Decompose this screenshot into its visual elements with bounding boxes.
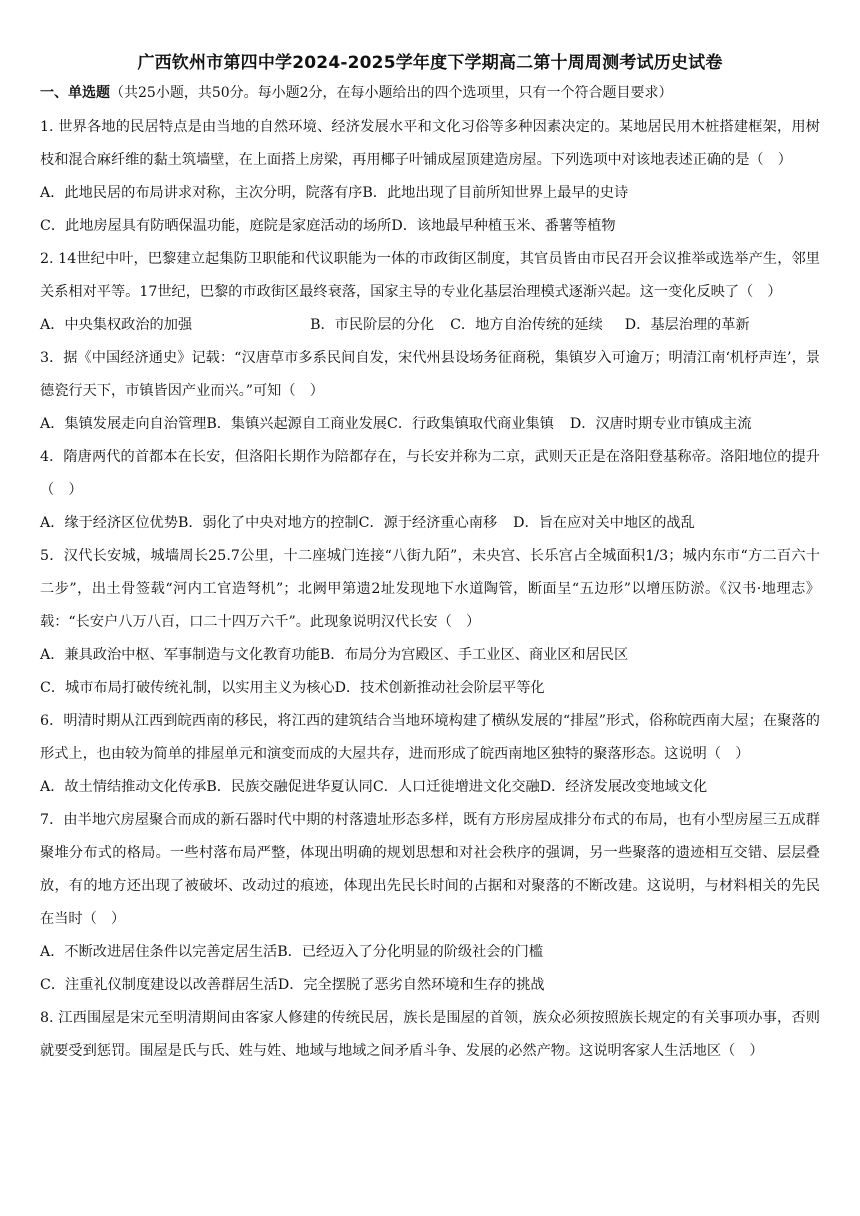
option-row [40, 672, 820, 705]
question-stem: 4．隋唐两代的首都本在长安，但洛阳长期作为陪都存在，与长安并称为二京，武则天正是在洛阳登基称帝。洛阳地位的提升（ ） [40, 449, 820, 498]
option-d: D．汉唐时期专业市镇成主流 [569, 416, 752, 432]
option-c: C．人口迁徙增进文化交融 [372, 779, 540, 795]
question-6 [40, 705, 820, 804]
option-a: A．不断改进居住条件以完善定居生活 [40, 944, 278, 960]
section-label: 一、单选题 [40, 85, 110, 101]
question-3 [40, 342, 820, 441]
question-stem: 7．由半地穴房屋聚合而成的新石器时代中期的村落遗址形态多样，既有方形房屋成排分布式的布局，也有小型房屋三五成群聚堆分布式的格局。一些村落布局严整，体现出明确的规划思想和对社会秩序的强调，另一些聚落的遗迹相互交错、层层叠放，有的地方还出现了被破坏、改动过的痕迹，体现出先民长时间的占据和对聚落的不断改建。这说明，与材料相关的先民在当时（ ） [40, 812, 820, 927]
option-d: D．技术创新推动社会阶层平等化 [334, 680, 545, 696]
option-b: B．民族交融促进华夏认同 [206, 779, 373, 795]
option-a: A．此地民居的布局讲求对称，主次分明，院落有序 [40, 185, 363, 201]
option-row [40, 408, 820, 441]
option-b: B．布局分为宫殿区、手工业区、商业区和居民区 [319, 647, 629, 663]
option-c: C．地方自治传统的延续 [450, 317, 603, 333]
option-row [40, 771, 820, 804]
question-8 [40, 1002, 820, 1068]
option-b: B．市民阶层的分化 [310, 317, 435, 333]
question-stem: 5．汉代长安城，城墙周长25.7公里，十二座城门连接“八街九陌”，未央宫、长乐宫占全城面积1/3；城内东市“方二百六十二步”，出土骨签载“河内工官造弩机”；北阙甲第遗2址发现地下水道陶管，断面呈“五边形”以增压防淤。《汉书·地理志》载：“长安户八万八百，口二十四万六千”。此现象说明汉代长安（ ） [40, 548, 820, 630]
option-d: D．旨在应对关中地区的战乱 [513, 515, 695, 531]
question-2 [40, 243, 820, 342]
option-c: C．行政集镇取代商业集镇 [387, 416, 554, 432]
option-d: D．该地最早种植玉米、番薯等植物 [391, 218, 616, 234]
option-b: B．此地出现了目前所知世界上最早的史诗 [362, 185, 629, 201]
section-note: （共25小题，共50分。每小题2分，在每小题给出的四个选项里，只有一个符合题目要求） [110, 85, 673, 101]
option-b: B．已经迈入了分化明显的阶级社会的门槛 [277, 944, 544, 960]
question-4 [40, 441, 820, 540]
question-stem: 8. 江西围屋是宋元至明清期间由客家人修建的传统民居，族长是围屋的首领，族众必须按照族长规定的有关事项办事，否则就要受到惩罚。围屋是氏与氏、姓与姓、地域与地域之间矛盾斗争、发展的必然产物。这说明客家人生活地区（ ） [40, 1010, 820, 1059]
option-c: C．此地房屋具有防晒保温功能，庭院是家庭活动的场所 [40, 218, 392, 234]
question-1 [40, 111, 820, 243]
option-d: D．基层治理的革新 [624, 317, 750, 333]
option-row [40, 309, 820, 342]
option-d: D．经济发展改变地域文化 [539, 779, 708, 795]
option-row [40, 507, 820, 540]
option-a: A．集镇发展走向自治管理 [40, 416, 207, 432]
question-7 [40, 804, 820, 1002]
option-a: A．缘于经济区位优势 [40, 515, 178, 531]
option-row [40, 936, 820, 969]
option-row [40, 969, 820, 1002]
option-c: C．城市布局打破传统礼制，以实用主义为核心 [40, 680, 335, 696]
question-stem: 3．据《中国经济通史》记载：“汉唐草市多系民间自发，宋代州县设场务征商税，集镇岁入可逾万；明清江南‘机杼声连’，景德瓷行天下，市镇皆因产业而兴。”可知（ ） [40, 350, 820, 399]
option-d: D．完全摆脱了恶劣自然环境和生存的挑战 [277, 977, 545, 993]
option-a: A．兼具政治中枢、军事制造与文化教育功能 [40, 647, 320, 663]
question-stem: 2. 14世纪中叶，巴黎建立起集防卫职能和代议职能为一体的市政街区制度，其官员皆由市民召开会议推举或选举产生，邻里关系相对平等。17世纪，巴黎的市政街区最终衰落，国家主导的专业化基层治理模式逐渐兴起。这一变化反映了（ ） [40, 251, 820, 300]
option-row [40, 639, 820, 672]
section-header [40, 81, 820, 105]
option-a: A．中央集权政治的加强 [40, 317, 193, 333]
option-c: C．注重礼仪制度建设以改善群居生活 [40, 977, 278, 993]
option-row [40, 177, 820, 210]
question-stem: 1. 世界各地的民居特点是由当地的自然环境、经济发展水平和文化习俗等多种因素决定的。某地居民用木桩搭建框架，用树枝和混合麻纤维的黏土筑墙壁，在上面搭上房梁，再用椰子叶铺成屋顶建造房屋。下列选项中对该地表述正确的是（ ） [40, 119, 820, 168]
question-5 [40, 540, 820, 705]
page-title: 广西钦州市第四中学2024-2025学年度下学期高二第十周周测考试历史试卷 [137, 53, 723, 73]
option-b: B．弱化了中央对地方的控制 [177, 515, 359, 531]
option-a: A．故土情结推动文化传承 [40, 779, 207, 795]
option-b: B．集镇兴起源自工商业发展 [206, 416, 387, 432]
option-c: C．源于经济重心南移 [358, 515, 498, 531]
question-stem: 6．明清时期从江西到皖西南的移民，将江西的建筑结合当地环境构建了横纵发展的“排屋”形式，俗称皖西南大屋；在聚落的形式上，也由较为简单的排屋单元和演变而成的大屋共存，进而形成了皖西南地区独特的聚落形态。这说明（ ） [40, 713, 820, 762]
option-row [40, 210, 820, 243]
